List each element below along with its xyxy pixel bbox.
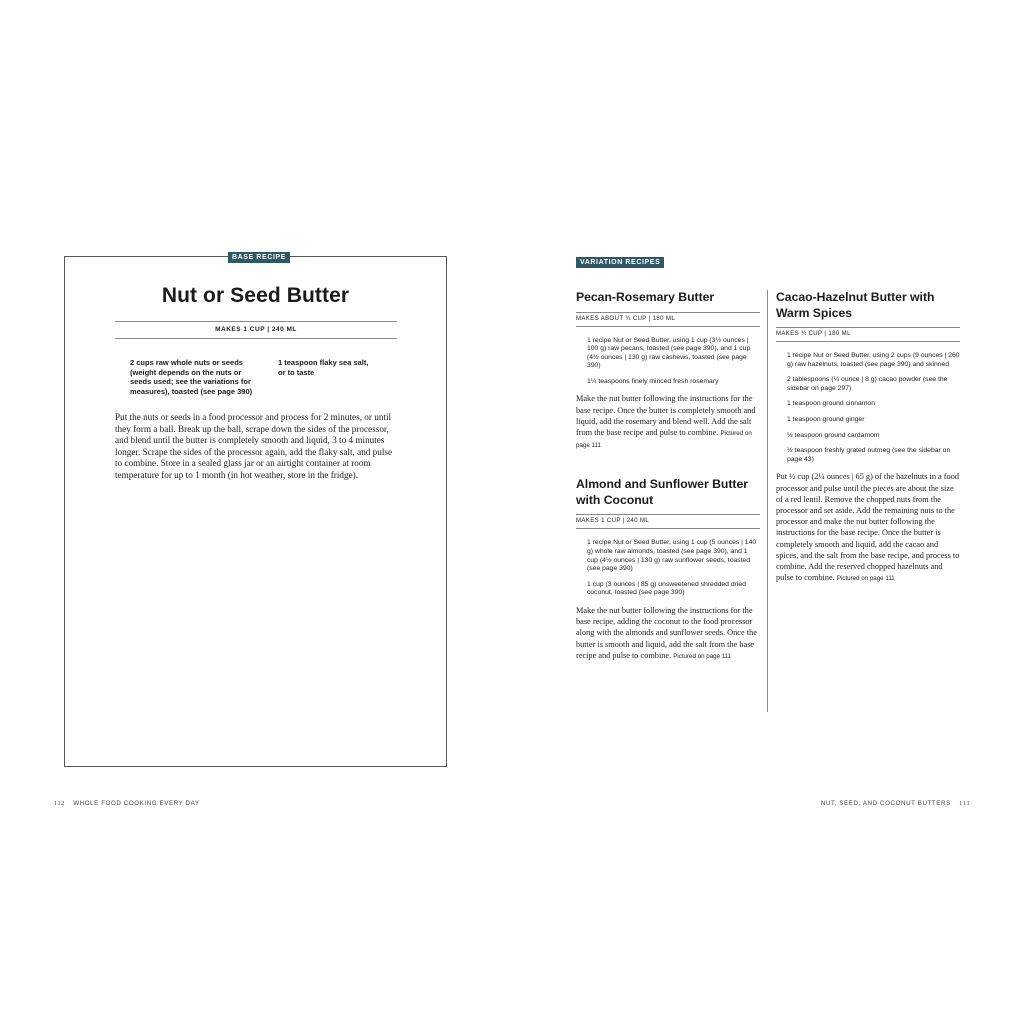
ingredient-item: 1 recipe Nut or Seed Butter, using 1 cup (3½ ounces | 100 g) raw pecans, toasted (see page 390), and 1 cup (4½ ounces | 130 g) raw cashews, toasted (see page 390) [587, 336, 751, 370]
variations-column-left [576, 290, 760, 662]
recipe-pecan-rosemary [576, 290, 760, 451]
page-number-left: 112 [54, 800, 65, 807]
base-recipe-yield: MAKES 1 CUP | 240 ML [215, 326, 297, 333]
recipe-yield: MAKES 1 CUP | 240 ML [576, 514, 760, 529]
ingredient-list [587, 337, 760, 387]
recipe-title: Pecan-Rosemary Butter [576, 290, 715, 304]
column-divider [767, 290, 768, 712]
method-text: Make the nut butter following the instructions for the base recipe, adding the coconut to the food processor along with the almonds and sunflower seeds. Once the butter is smooth and liquid, add the salt from the base recipe and pulse to combine. [576, 606, 757, 660]
ingredient-item: 1 recipe Nut or Seed Butter, using 1 cup (5 ounces | 140 g) whole raw almonds, toasted (see page 390), and 1 cup (4½ ounces | 130 g) raw sunflower seeds, toasted (see page 390) [587, 539, 757, 573]
variations-column-right [776, 290, 960, 584]
ingredient-item: 1¼ teaspoons finely minced fresh rosemary [587, 377, 719, 385]
variation-recipes-tag: VARIATION RECIPES [576, 257, 664, 268]
ingredient-list [787, 352, 960, 464]
chapter-title: NUT, SEED, AND COCONUT BUTTERS [820, 800, 951, 807]
base-recipe-method: Put the nuts or seeds in a food processor and process for 2 minutes, or until they form a ball. Break up the ball, scrape down the sides of the processor, and blend until the butter is completely smooth and liquid, 3 to 4 minutes longer. Scrape the sides of the processor again, add the flaky salt, and pulse to combine. Store in a sealed glass jar or an airtight container at room temperature for up to 1 month (in hot weather, store in the fridge). [115, 412, 393, 480]
base-recipe-tag: BASE RECIPE [228, 252, 290, 263]
ingredient-item: 1 cup (3 ounces | 85 g) unsweetened shredded dried coconut, toasted (see page 390) [587, 580, 746, 597]
yield-rule-top [115, 321, 397, 322]
page-number-right: 113 [959, 800, 970, 807]
recipe-method [576, 605, 760, 662]
ingredient-item: 2 tablespoons (¼ ounce | 8 g) cacao powder (see the sidebar on page 297) [787, 376, 948, 392]
base-ingredients-right: 1 teaspoon flaky sea salt, or to taste [278, 358, 369, 377]
recipe-yield: MAKES ABOUT ¾ CUP | 180 ML [576, 312, 760, 327]
ingredient-item: 1 recipe Nut or Seed Butter, using 2 cups (9 ounces | 260 g) raw hazelnuts, toasted (see page 390) and skinned [787, 352, 960, 368]
recipe-method [776, 471, 960, 584]
picture-reference: Pictured on page 111 [576, 430, 752, 450]
method-text: Make the nut butter following the instructions for the base recipe. Once the butter is completely smooth and liquid, add the rosemary and blend well. Add the salt from the base recipe and pulse to combine. [576, 394, 756, 438]
book-title: WHOLE FOOD COOKING EVERY DAY [73, 800, 200, 807]
picture-reference: Pictured on page 111 [673, 652, 732, 660]
recipe-title: Cacao-Hazelnut Butter with Warm Spices [776, 290, 935, 320]
base-ingredients-left: 2 cups raw whole nuts or seeds (weight depends on the nuts or seeds used; see the variations for measures), toasted (see page 390) [130, 358, 253, 396]
recipe-yield: MAKES ¾ CUP | 180 ML [776, 327, 960, 342]
method-text: Put ½ cup (2¼ ounces | 65 g) of the hazelnuts in a food processor and pulse until the pieces are about the size of a red lentil. Remove the chopped nuts from the processor and set aside. Add the remaining nuts to the processor and make the nut butter following the instructions for the base recipe. Once the butter is completely smooth and liquid, add the cacao and spices, and the salt from the base recipe, and process to combine. Add the reserved chopped hazelnuts and pulse to combine. [776, 472, 960, 583]
recipe-method [576, 393, 760, 451]
footer-right [821, 800, 976, 807]
ingredient-item: ½ teaspoon freshly grated nutmeg (see the sidebar on page 43) [787, 447, 951, 463]
ingredient-item: ½ teaspoon ground cardamom [787, 431, 880, 439]
recipe-title: Almond and Sunflower Butter with Coconut [576, 477, 748, 507]
ingredient-list [587, 539, 760, 598]
recipe-almond-sunflower [576, 477, 760, 662]
yield-rule-bottom [115, 338, 397, 339]
recipe-cacao-hazelnut [776, 290, 960, 584]
base-recipe-title: Nut or Seed Butter [161, 284, 350, 307]
picture-reference: Pictured on page 111 [836, 575, 895, 583]
ingredient-item: 1 teaspoon ground cinnamon [787, 400, 876, 408]
ingredient-item: 1 teaspoon ground ginger [787, 415, 865, 423]
footer-left [48, 800, 200, 807]
